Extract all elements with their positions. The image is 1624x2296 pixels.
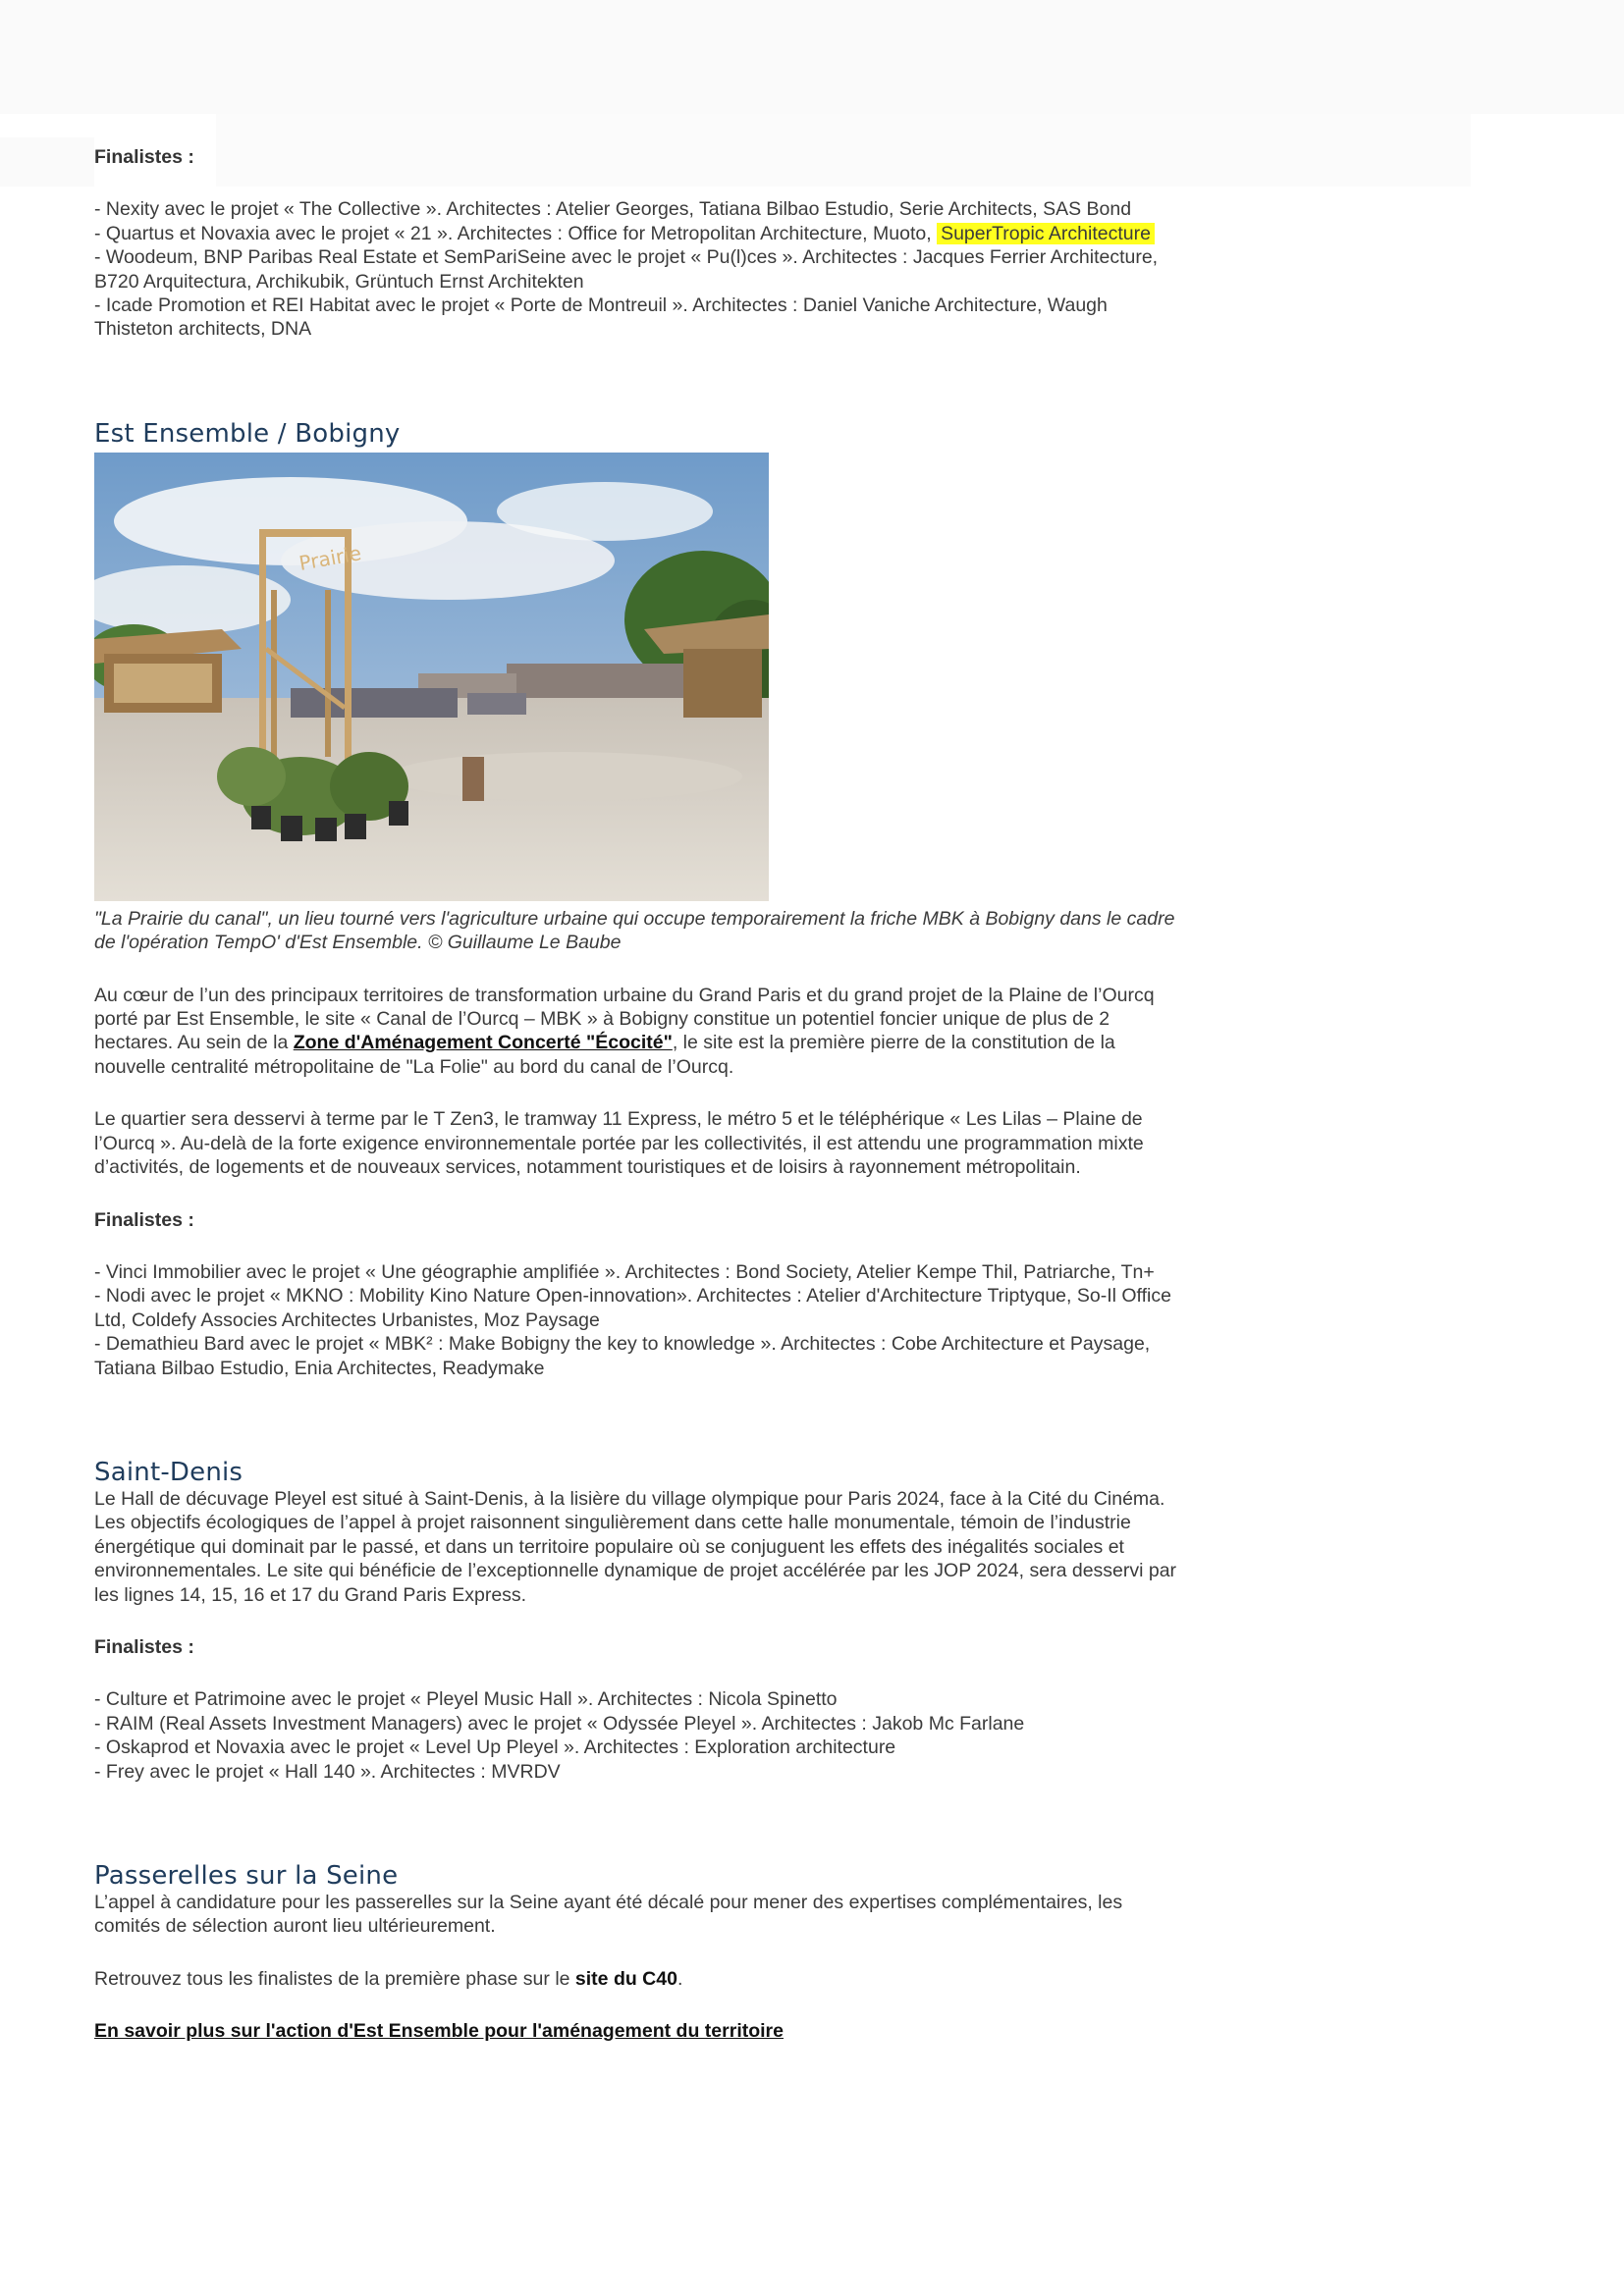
finalist-item: - Woodeum, BNP Paribas Real Estate et SemPariSeine avec le projet « Pu(l)ces ». Architectes : Jacques Ferrier Architecture, B720 Arquitectura, Archikubik, Grüntuch Ernst Architekten: [94, 246, 1159, 293]
finalist-item: - Oskaprod et Novaxia avec le projet « Level Up Pleyel ». Architectes : Exploration architecture: [94, 1736, 896, 1759]
top-band-left: [0, 137, 94, 187]
paragraph-text: .: [677, 1967, 683, 1990]
section-title: Est Ensemble / Bobigny: [94, 418, 401, 449]
finalist-item: - Nexity avec le projet « The Collective ». Architectes : Atelier Georges, Tatiana Bilbao Estudio, Serie Architects, SAS Bond: [94, 198, 1132, 221]
finalist-item: - Demathieu Bard avec le projet « MBK² : Make Bobigny the key to knowledge ». Architectes : Cobe Architecture et Paysage, Tatiana Bilbao Estudio, Enia Architectes, Readymake: [94, 1333, 1151, 1379]
paragraph: Le Hall de décuvage Pleyel est situé à Saint-Denis, à la lisière du village olympique pour Paris 2024, face à la Cité du Cinéma. Les objectifs écologiques de l’appel à projet raisonnent singulièrement dans cette halle monumentale, témoin de l’industrie énergétique qui dominait par le passé, et dans un territoire populaire où se conjuguent les effets des inégalités sociales et environnementales. Le site qui bénéficie de l’exceptionnelle dynamique de projet accélérée par les JOP 2024, sera desservi par les lignes 14, 15, 16 et 17 du Grand Paris Express.: [94, 1487, 1177, 1606]
finalist-item: - Culture et Patrimoine avec le projet « Pleyel Music Hall ». Architectes : Nicola Spinetto: [94, 1688, 838, 1711]
photo-caption: "La Prairie du canal", un lieu tourné vers l'agriculture urbaine qui occupe temporairement la friche MBK à Bobigny dans le cadre de l'opération TempO' d'Est Ensemble. © Guillaume Le Baube: [94, 907, 1175, 954]
paragraph: [94, 1967, 1184, 1991]
finalists-label: Finalistes :: [94, 146, 194, 168]
paragraph-text: Au cœur de l’un des principaux territoires de transformation urbaine du Grand Paris et du grand projet de la Plaine de l’Ourcq porté par Est Ensemble, le site « Canal de l’Ourcq – MBK » à Bobigny constitue un potentiel foncier unique de plus de 2 hectares. Au sein de la: [94, 984, 1155, 1054]
section-title: Passerelles sur la Seine: [94, 1861, 399, 1891]
paragraph-text: Retrouvez tous les finalistes de la première phase sur le: [94, 1967, 575, 1990]
finalist-item: - Nodi avec le projet « MKNO : Mobility Kino Nature Open-innovation». Architectes : Atelier d'Architecture Triptyque, So-Il Office Ltd, Coldefy Associes Architectes Urbanistes, Moz Paysage: [94, 1285, 1171, 1331]
c40-site-link[interactable]: site du C40: [574, 1967, 677, 1990]
article-body: [94, 145, 1184, 2044]
more-info-link[interactable]: En savoir plus sur l'action d'Est Ensemble pour l'aménagement du territoire: [94, 2020, 784, 2043]
paragraph: [94, 984, 1184, 1080]
finalists-label: Finalistes :: [94, 1208, 194, 1231]
zac-ecocite-link[interactable]: Zone d'Aménagement Concerté "Écocité": [293, 1032, 673, 1054]
paragraph-text: , le site est la première pierre de la constitution de la nouvelle centralité métropolitaine de "La Folie" au bord du canal de l’Ourcq.: [94, 1032, 1115, 1078]
finalist-item: - Vinci Immobilier avec le projet « Une géographie amplifiée ». Architectes : Bond Society, Atelier Kempe Thil, Patriarche, Tn+: [94, 1260, 1155, 1283]
finalist-item: - Frey avec le projet « Hall 140 ». Architectes : MVRDV: [94, 1760, 561, 1783]
finalist-item: - RAIM (Real Assets Investment Managers) avec le projet « Odyssée Pleyel ». Architectes : Jakob Mc Farlane: [94, 1712, 1025, 1735]
top-band: [0, 0, 1624, 114]
finalist-text: - Quartus et Novaxia avec le projet « 21 ». Architectes : Office for Metropolitan Architecture, Muoto,: [94, 222, 932, 244]
finalists-label: Finalistes :: [94, 1635, 194, 1658]
finalist-item: - Icade Promotion et REI Habitat avec le projet « Porte de Montreuil ». Architectes : Daniel Vaniche Architecture, Waugh Thisteton architects, DNA: [94, 294, 1108, 341]
sign-text: Prairie: [297, 541, 363, 575]
paragraph: Le quartier sera desservi à terme par le T Zen3, le tramway 11 Express, le métro 5 et le téléphérique « Les Lilas – Plaine de l’Ourcq ». Au-delà de la forte exigence environnementale portée par les collectivités, il est attendu une programmation mixte d’activités, de logements et de nouveaux services, notamment touristiques et de loisirs à rayonnement métropolitain.: [94, 1108, 1144, 1179]
paragraph: L’appel à candidature pour les passerelles sur la Seine ayant été décalé pour mener des expertises complémentaires, les comités de sélection auront lieu ultérieurement.: [94, 1892, 1123, 1938]
finalist-item: [94, 222, 1184, 245]
highlighted-text: SuperTropic Architecture: [937, 223, 1155, 244]
prairie-du-canal-photo: [94, 453, 769, 901]
section-title: Saint-Denis: [94, 1457, 244, 1487]
